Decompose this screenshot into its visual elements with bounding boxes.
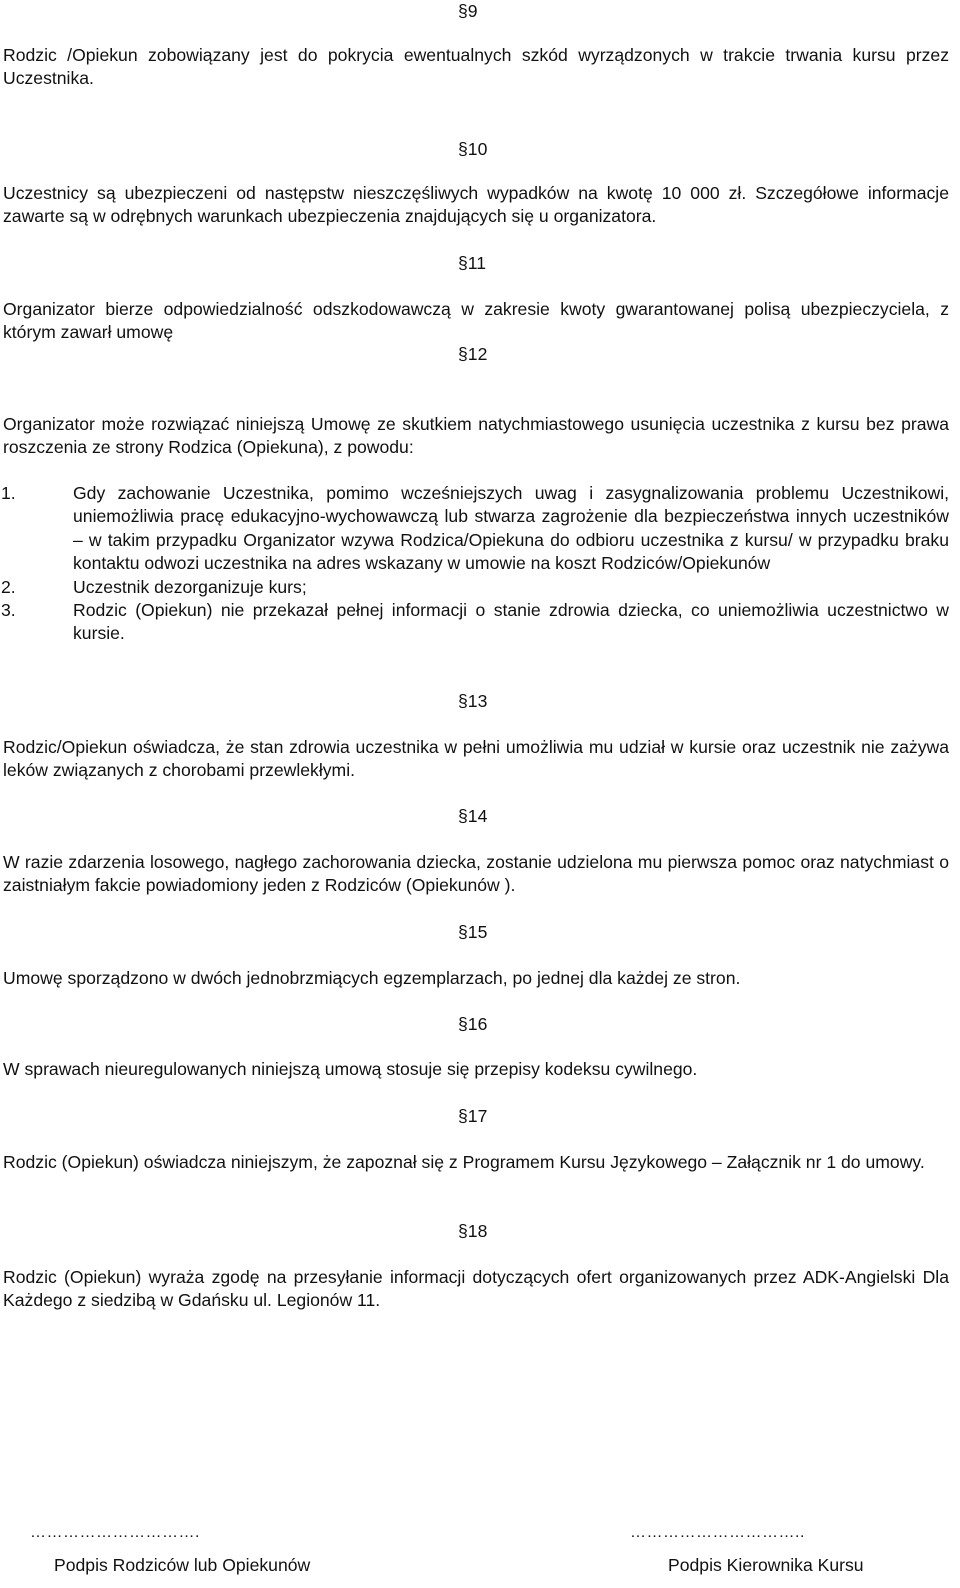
- paragraph-16: W sprawach nieuregulowanych niniejszą umową stosuje się przepisy kodeksu cywilnego.: [3, 1059, 698, 1079]
- section-heading-12: §12: [458, 344, 488, 364]
- section-heading-17: §17: [458, 1106, 488, 1126]
- section-heading-9: §9: [458, 1, 478, 21]
- list-item: [3, 599, 949, 646]
- paragraph-17: Rodzic (Opiekun) oświadcza niniejszym, że zapoznał się z Programem Kursu Językowego – Załącznik nr 1 do umowy.: [3, 1152, 925, 1172]
- list-item: [3, 576, 949, 599]
- section-heading-18: §18: [458, 1221, 488, 1241]
- signature-line-director: …………………………..: [630, 1524, 805, 1541]
- section-heading-14: §14: [458, 806, 488, 826]
- signature-label-director: Podpis Kierownika Kursu: [668, 1555, 864, 1575]
- paragraph-18: Rodzic (Opiekun) wyraża zgodę na przesyłanie informacji dotyczących ofert organizowanych przez ADK-Angielski Dla Każdego z siedzibą w Gdańsku ul. Legionów 11.: [3, 1267, 949, 1311]
- signature-label-parents: Podpis Rodziców lub Opiekunów: [54, 1555, 311, 1575]
- paragraph-13: Rodzic/Opiekun oświadcza, że stan zdrowia uczestnika w pełni umożliwia mu udział w kursie oraz uczestnik nie zażywa leków związanych z chorobami przewlekłymi.: [3, 737, 949, 781]
- list-item: [3, 482, 949, 576]
- section-heading-15: §15: [458, 922, 488, 942]
- list-item-text: Rodzic (Opiekun) nie przekazał pełnej informacji o stanie zdrowia dziecka, co uniemożliwia uczestnictwo w kursie.: [73, 600, 949, 644]
- list-item-number: 2.: [1, 576, 16, 597]
- section-heading-11: §11: [458, 253, 487, 273]
- section-heading-13: §13: [458, 691, 488, 711]
- paragraph-9: Rodzic /Opiekun zobowiązany jest do pokrycia ewentualnych szkód wyrządzonych w trakcie trwania kursu przez Uczestnika.: [3, 45, 949, 89]
- list-item-text: Uczestnik dezorganizuje kurs;: [73, 576, 307, 597]
- termination-reasons-list: [3, 482, 949, 646]
- paragraph-14: W razie zdarzenia losowego, nagłego zachorowania dziecka, zostanie udzielona mu pierwsza pomoc oraz natychmiast o zaistniałym fakcie powiadomiony jeden z Rodziców (Opiekunów ).: [3, 852, 949, 896]
- paragraph-10: Uczestnicy są ubezpieczeni od następstw nieszczęśliwych wypadków na kwotę 10 000 zł. Szczegółowe informacje zawarte są w odrębnych warunkach ubezpieczenia znajdujących się u organizatora.: [3, 183, 949, 227]
- paragraph-12: Organizator może rozwiązać niniejszą Umowę ze skutkiem natychmiastowego usunięcia uczestnika z kursu bez prawa roszczenia ze strony Rodzica (Opiekuna), z powodu:: [3, 414, 949, 458]
- paragraph-11: Organizator bierze odpowiedzialność odszkodowawczą w zakresie kwoty gwarantowanej polisą ubezpieczyciela, z którym zawarł umowę: [3, 299, 949, 343]
- section-heading-16: §16: [458, 1014, 488, 1034]
- signature-line-parents: ………………………….: [30, 1524, 200, 1541]
- paragraph-15: Umowę sporządzono w dwóch jednobrzmiących egzemplarzach, po jednej dla każdej ze stron.: [3, 968, 741, 988]
- list-item-number: 1.: [1, 483, 16, 503]
- section-heading-10: §10: [458, 139, 488, 159]
- list-item-text: Gdy zachowanie Uczestnika, pomimo wcześniejszych uwag i zasygnalizowania problemu Uczestnikowi, uniemożliwia pracę edukacyjno-wychowawczą lub stwarza zagrożenie dla bezpieczeństwa innych uczestników – w takim przypadku Organizator wzywa Rodzica/Opiekuna do odbioru uczestnika z kursu/ w przypadku braku kontaktu odwozi uczestnika na adres wskazany w umowie na koszt Rodziców/Opiekunów: [73, 483, 949, 574]
- list-item-number: 3.: [1, 600, 16, 621]
